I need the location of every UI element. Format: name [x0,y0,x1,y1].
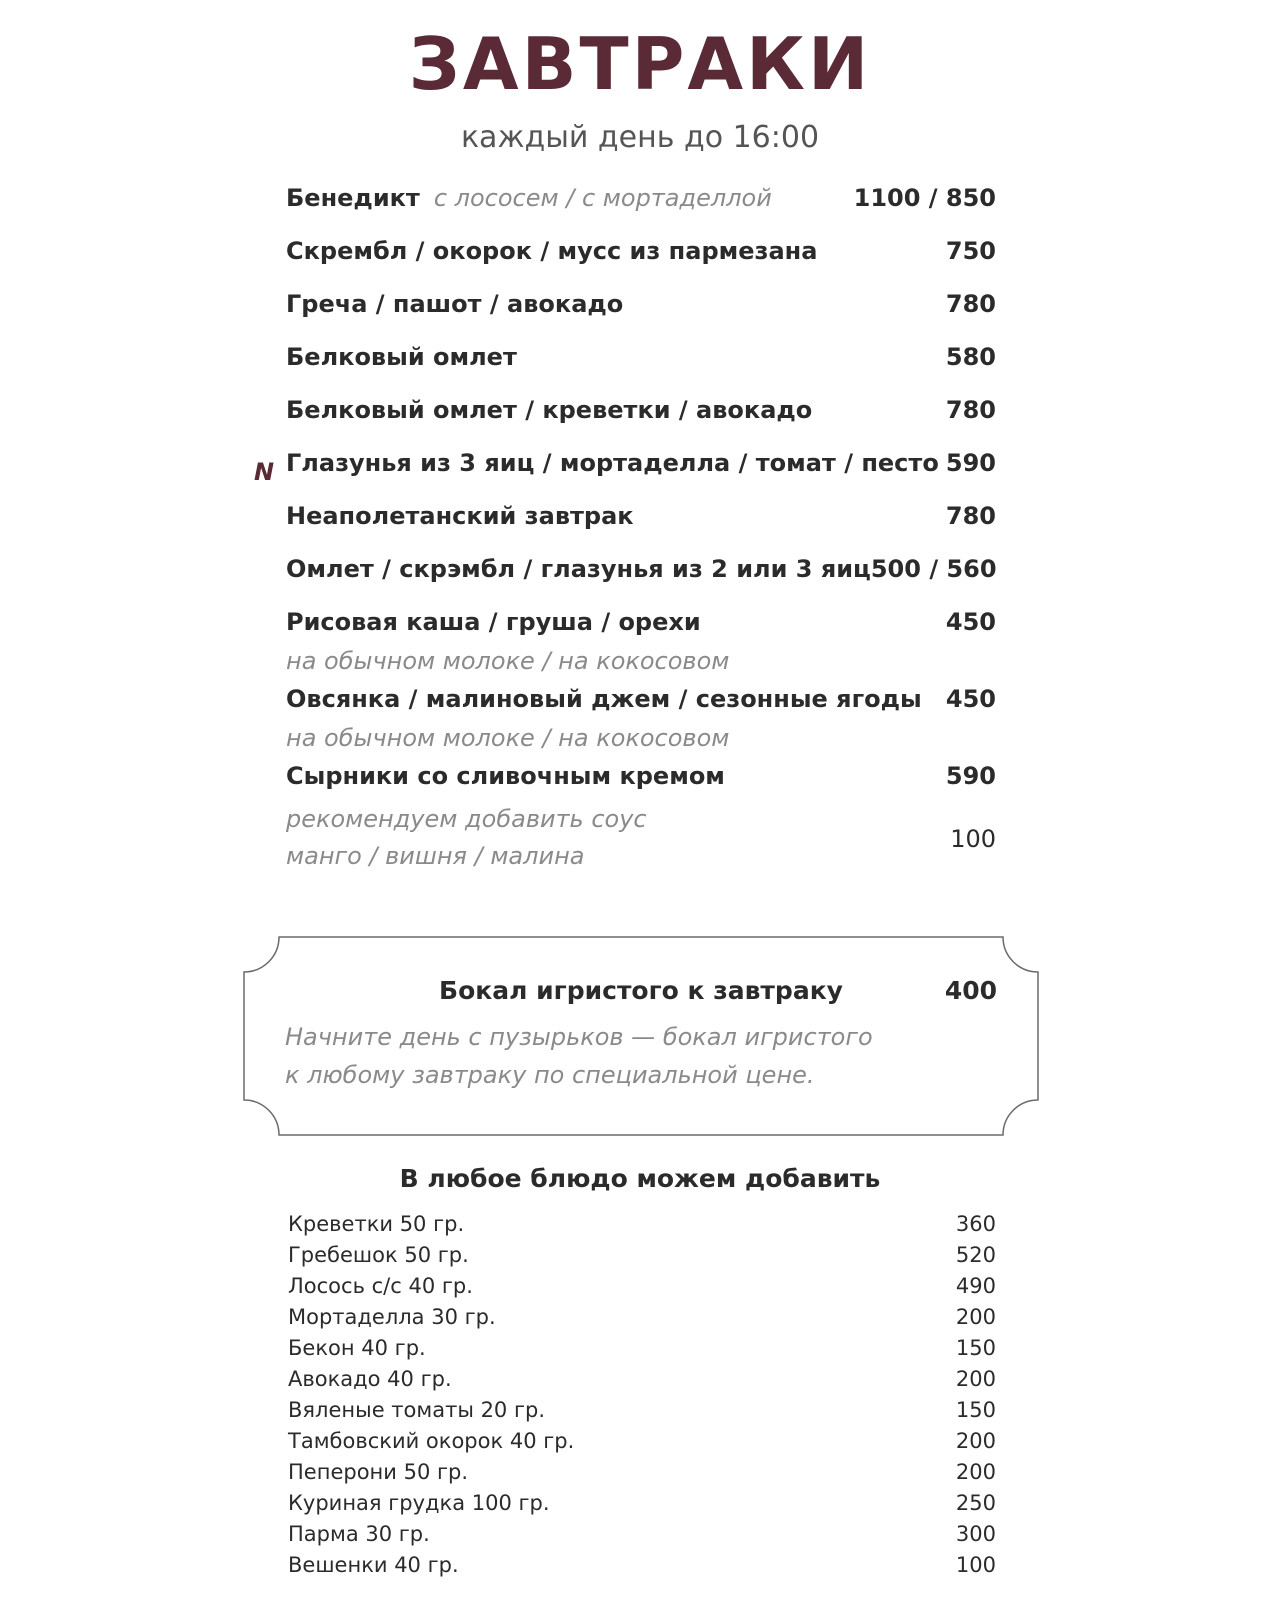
menu-item [286,555,996,608]
menu-item-price: 450 [945,608,996,636]
menu-item-inline-note: с лососем / с мортаделлой [433,184,772,212]
addon-row [288,1553,996,1584]
menu-item-price: 750 [945,237,996,265]
menu-item-price: 780 [945,290,996,318]
addon-name: Креветки 50 гр. [288,1212,465,1236]
addon-row [288,1491,996,1522]
addon-name: Вешенки 40 гр. [288,1553,459,1577]
sauce-suggestion-line: рекомендуем добавить соус [286,805,647,833]
addon-name: Парма 30 гр. [288,1522,430,1546]
sauce-price: 100 [950,825,996,853]
menu-item-name: Рисовая каша / груша / орехи [286,608,701,636]
addon-name: Гребешок 50 гр. [288,1243,469,1267]
addon-row [288,1398,996,1429]
addon-name: Пеперони 50 гр. [288,1460,469,1484]
menu-item [286,290,996,343]
menu-item [286,685,996,762]
addon-row [288,1336,996,1367]
addon-price: 200 [955,1460,996,1484]
addon-name: Бекон 40 гр. [288,1336,426,1360]
addon-row [288,1367,996,1398]
addon-price: 490 [955,1274,996,1298]
sparkling-title: Бокал игристого к завтраку [439,976,843,1005]
sparkling-offer-box [243,936,1039,1136]
addon-name: Авокадо 40 гр. [288,1367,452,1391]
menu-item-price: 780 [945,396,996,424]
addon-name: Тамбовский окорок 40 гр. [288,1429,575,1453]
page-subtitle: каждый день до 16:00 [460,120,820,155]
menu-item-price: 780 [945,502,996,530]
addon-price: 250 [955,1491,996,1515]
menu-item-note: на обычном молоке / на кокосовом [286,647,730,675]
menu-item [286,343,996,396]
sauce-options: манго / вишня / малина [286,842,585,870]
addon-price: 200 [955,1305,996,1329]
addon-price: 150 [955,1336,996,1360]
menu-item-price: 1100 / 850 [853,184,996,212]
page-title: ЗАВТРАКИ [408,22,872,106]
menu-item-price: 580 [945,343,996,371]
addon-row [288,1429,996,1460]
addon-row [288,1212,996,1243]
addons-title: В любое блюдо можем добавить [399,1164,881,1193]
menu-item-name: Омлет / скрэмбл / глазунья из 2 или 3 яиц [286,555,871,583]
menu-item-name: Овсянка / малиновый джем / сезонные ягоды [286,685,922,713]
new-badge: N [254,458,275,486]
menu-item [254,449,996,502]
addon-row [288,1460,996,1491]
menu-item-price: 500 / 560 [870,555,997,583]
addon-price: 300 [955,1522,996,1546]
addon-name: Лосось с/с 40 гр. [288,1274,473,1298]
menu-item-name: Сырники со сливочным кремом [286,762,725,790]
breakfast-menu [254,184,997,881]
addon-row [288,1274,996,1305]
menu-item-name: Белковый омлет / креветки / авокадо [286,396,813,424]
sauce-suggestion [286,801,996,881]
menu-item-name: Скрембл / окорок / мусс из пармезана [286,237,818,265]
addon-price: 360 [955,1212,996,1236]
menu-item-price: 590 [945,449,996,477]
sparkling-price: 400 [944,976,997,1005]
menu-item-syrniki [286,762,996,881]
sparkling-description-line: Начните день с пузырьков — бокал игристого [285,1023,873,1051]
addon-price: 200 [955,1429,996,1453]
menu-item [286,396,996,449]
menu-item-benedict [286,184,996,237]
addon-name: Вяленые томаты 20 гр. [288,1398,546,1422]
menu-item-note: на обычном молоке / на кокосовом [286,724,730,752]
menu-item-price: 450 [945,685,996,713]
menu-item-name: Белковый омлет [286,343,517,371]
menu-item-price: 590 [945,762,996,790]
addon-price: 100 [955,1553,996,1577]
addon-price: 150 [955,1398,996,1422]
addon-name: Куриная грудка 100 гр. [288,1491,550,1515]
addon-price: 200 [955,1367,996,1391]
sparkling-description-line: к любому завтраку по специальной цене. [285,1061,815,1089]
addon-price: 520 [955,1243,996,1267]
sparkling-description [285,1018,873,1094]
menu-item-name: Глазунья из 3 яиц / мортаделла / томат / песто [286,449,939,477]
addon-row [288,1522,996,1553]
menu-item [286,502,996,555]
menu-item [286,237,996,290]
menu-item-name: Греча / пашот / авокадо [286,290,624,318]
menu-item-name: Бенедикт с лососем / с мортаделлой [286,184,772,212]
menu-item [286,608,996,685]
addon-name: Мортаделла 30 гр. [288,1305,496,1329]
addon-row [288,1243,996,1274]
menu-item-name: Неаполетанский завтрак [286,502,634,530]
addons-list [288,1212,996,1584]
addon-row [288,1305,996,1336]
